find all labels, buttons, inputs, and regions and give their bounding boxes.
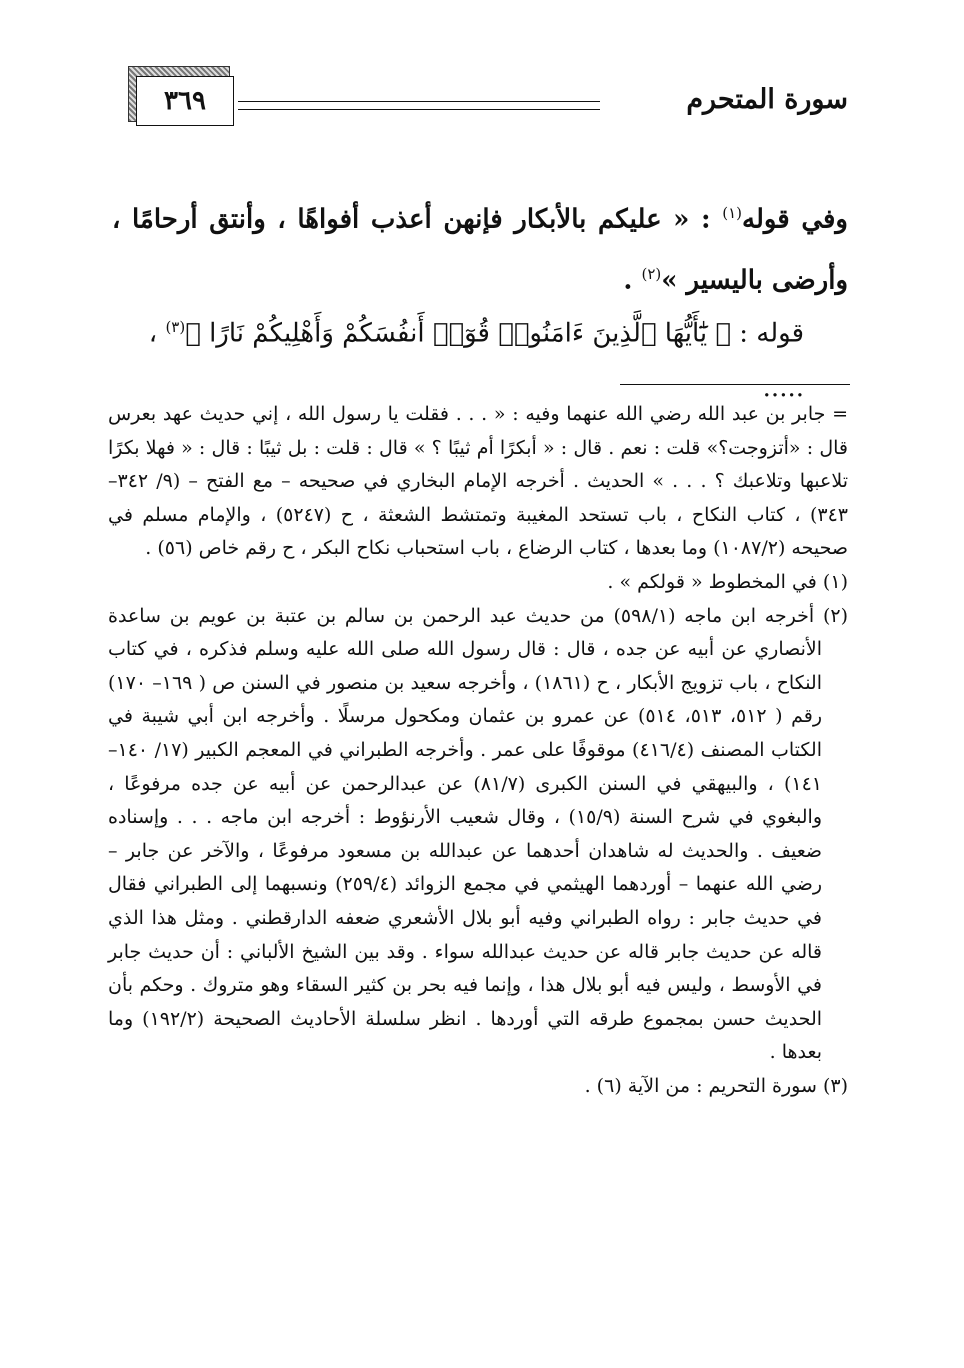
quran-verse: ﴿ يَٰٓأَيُّهَا ٱلَّذِينَ ءَامَنُوا۟ قُوٓا۟ أَنفُسَكُمْ وَأَهْلِيكُمْ نَارًا ﴾	[185, 318, 731, 349]
footnote-continuation: = جابر بن عبد الله رضي الله عنهما وفيه : « . . . فقلت يا رسول الله ، إني حديث عهد بعرس قال : «أتزوجت؟» قلت : نعم . قال : « أبكرًا أم ثيبًا ؟ » قال : قلت : بل ثيبًا : قال : « فهلا بكرًا تلاعبها وتلاعبك ؟ . . . » الحديث . أخرجه الإمام البخاري في صحيحه – مع الفتح – (٩/ ٣٤٢– ٣٤٣) ، كتاب النكاح ، باب تستحد المغيبة وتمتشط الشعثة ، ح (٥٢٤٧) ، والإمام مسلم في صحيحه (١٠٨٧/٢) وما بعدها ، كتاب الرضاع ، باب استحباب نكاح البكر ، ح رقم خاص (٥٦) .	[108, 403, 848, 560]
page-number-box	[128, 66, 234, 126]
verse-ellipsis: ، .....	[148, 318, 804, 403]
surah-title: سورة المتحرم	[686, 84, 848, 115]
hadith-paragraph	[112, 186, 848, 307]
hadith-end: .	[623, 265, 633, 296]
footnote-3: (٣) سورة التحريم : من الآية (٦) .	[584, 1074, 848, 1097]
footnote-ref-1: (١)	[722, 204, 743, 222]
verse-intro: قوله :	[739, 318, 804, 349]
footnote-1: (١) في المخطوط « قولكم » .	[607, 570, 848, 593]
header-rule	[238, 101, 600, 110]
footnotes	[108, 398, 848, 1103]
footnote-ref-2: (٢)	[641, 264, 662, 283]
footnote-2: (٢) أخرجه ابن ماجه (٥٩٨/١) من حديث عبد الرحمن بن سالم بن عتبة بن عويم بن ساعدة الأنصاري عن أبيه عن جده ، قال : قال رسول الله صلى الله عليه وسلم فذكره ، في كتاب النكاح ، باب تزويج الأبكار ، ح (١٨٦١) ، وأخرجه سعيد بن منصور في السنن ص ( ١٦٩– ١٧٠) رقم ( ٥١٢، ٥١٣، ٥١٤) عن عمرو بن عثمان ومكحول مرسلًا . وأخرجه ابن أبي شيبة في الكتاب المصنف (٤١٦/٤) موقوفًا على عمر . وأخرجه الطبراني في المعجم الكبير (١٧/ ١٤٠– ١٤١) ، والبيهقي في السنن الكبرى (٨١/٧) عن عبدالرحمن عن أبيه عن جده مرفوعًا ، والبغوي في شرح السنة (١٥/٩) ، وقال شعيب الأرنؤوط : أخرجه ابن ماجه . . . وإسناده ضعيف . والحديث له شاهدان أحدهما عن عبدالله بن مسعود مرفوعًا ، والآخر عن جابر – رضي الله عنهما – أوردهما الهيثمي في مجمع الزوائد (٢٥٩/٤) ونسبهما إلى الطبراني فقال في حديث جابر : رواه الطبراني وفيه أبو بلال الأشعري ضعفه الدارقطني . ومثل هذا الذي قاله عن حديث جابر قاله عن حديث عبدالله سواء . وقد بين الشيخ الألباني : أن حديث جابر في الأوسط ، وليس فيه أبو بلال هذا ، وإنما فيه بحر بن كثير السقاء وهو متروك . وحكم بأن الحديث حسن بمجموع طرقه التي أوردها . انظر سلسلة الأحاديث الصحيحة (١٩٢/٢) وما بعدها .	[108, 604, 848, 1064]
footnote-ref-3: (٣)	[165, 318, 186, 336]
hadith-intro: وفي قوله	[742, 204, 848, 235]
footnote-separator	[620, 384, 850, 385]
page-number: ٣٦٩	[136, 76, 234, 126]
hadith-text: : « عليكم بالأبكار فإنهن أعذب أفواهًا ، وأنتق أرحامًا ، وأرضى باليسير »	[112, 204, 848, 296]
